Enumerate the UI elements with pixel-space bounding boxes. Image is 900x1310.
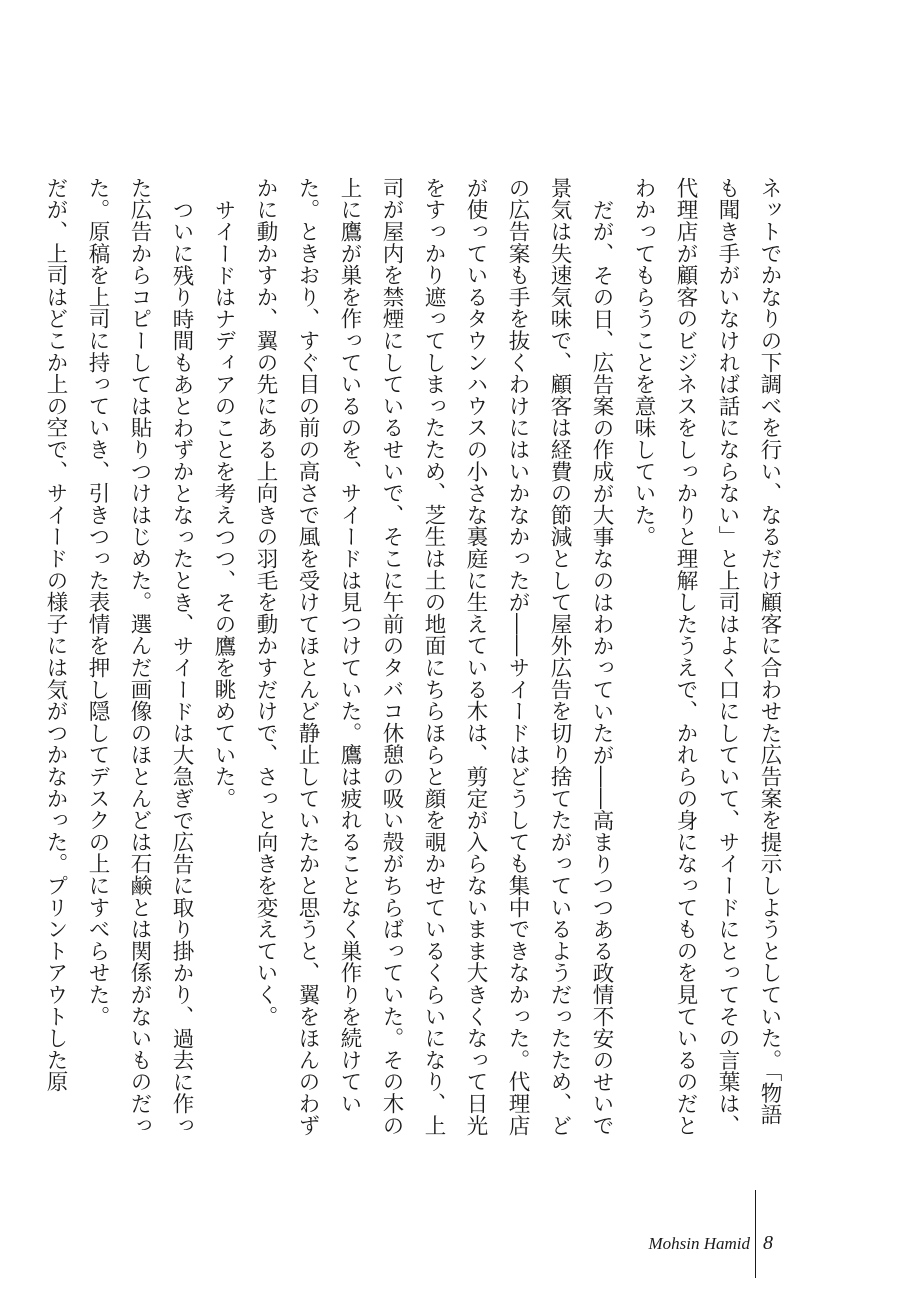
- paragraph-4: ついに残り時間もあとわずかとなったとき、サイードは大急ぎで広告に取り掛かり、過去に作った広告からコピーしては貼りつけはじめた。選んだ画像のほとんどは石鹸とは関係がないものだった。原稿を上司に持っていき、引きつった表情を押し隠してデスクの上にすべらせた。: [85, 177, 194, 1137]
- paragraph-2: だが、その日、広告案の作成が大事なのはわかっていたが――高まりつつある政情不安のせいで景気は失速気味で、顧客は経費の節減として屋外広告を切り捨てたがっているようだったため、どの広告案も手を抜くわけにはいかなかったが――サイードはどうしても集中できなかった。代理店が使っているタウンハウスの小さな裏庭に生えている木は、剪定が入らないまま大きくなって日光をすっかり遮ってしまったため、芝生は土の地面にちらほらと顔を覗かせているくらいになり、上司が屋内を禁煙にしているせいで、そこに午前のタバコ休憩の吸い殻がちらばっていた。その木の上に鷹が巣を作っているのを、サイードは見つけていた。鷹は疲れることなく巣作りを続けていた。ときおり、すぐ目の前の高さで風を受けてほとんど静止していたかと思うと、翼をほんのわずかに動かすか、翼の先にある上向きの羽毛を動かすだけで、さっと向きを変えていく。: [253, 177, 614, 1137]
- page-number: 8: [763, 1232, 773, 1254]
- footer-divider: [755, 1190, 756, 1278]
- footer-author: Mohsin Hamid: [648, 1234, 750, 1253]
- page-footer: [600, 1190, 820, 1280]
- paragraph-3: サイードはナディアのことを考えつつ、その鷹を眺めていた。: [211, 198, 236, 809]
- paragraph-5: だが、上司はどこか上の空で、サイードの様子には気がつかなかった。プリントアウトした原: [43, 177, 68, 1093]
- paragraph-1: ネットでかなりの下調べを行い、なるだけ顧客に合わせた広告案を提示しようとしていた。「物語も聞き手がいなければ話にならない」と上司はよく口にしていて、サイードにとってその言葉は、代理店が顧客のビジネスをしっかりと理解したうえで、かれらの身になってものを見ているのだとわかってもらうことを意味していた。: [631, 177, 782, 1137]
- body-text: [43, 177, 790, 1147]
